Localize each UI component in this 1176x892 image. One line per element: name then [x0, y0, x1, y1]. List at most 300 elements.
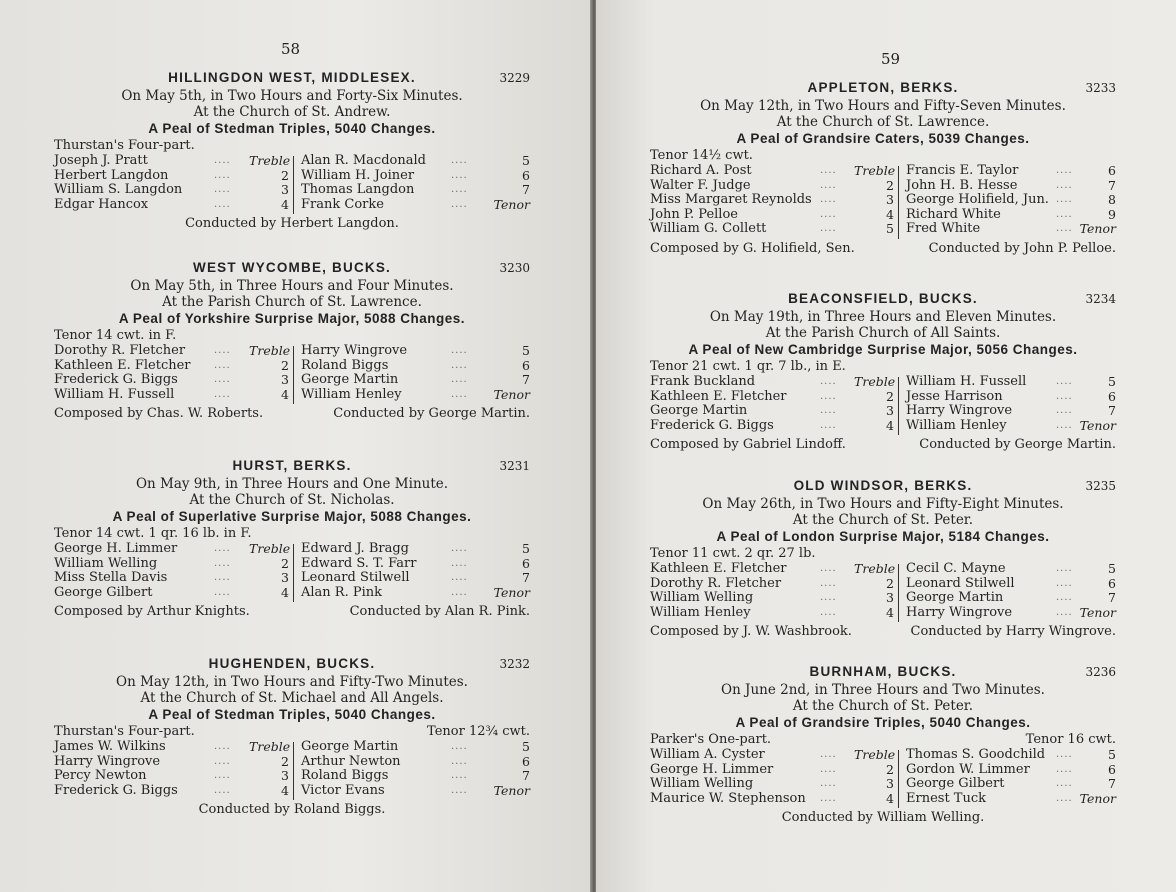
ringer-row: [906, 763, 1116, 778]
bell-number: 4: [281, 584, 289, 600]
ringer-row: [301, 755, 530, 770]
tenor-info: [650, 148, 1116, 164]
ringer-name: John H. B. Hesse: [906, 177, 1018, 193]
peal-date: On June 2nd, in Three Hours and Two Minutes.: [721, 682, 1045, 698]
leader-dots: ....: [1056, 577, 1073, 589]
ringer-name: Victor Evans: [301, 782, 385, 798]
peal-number: 3233: [1085, 81, 1116, 95]
peal-place: HURST, BERKS.: [232, 458, 352, 473]
leader-dots: ....: [451, 543, 468, 554]
leader-dots: ....: [214, 184, 231, 195]
conducted-by: Conducted by William Welling.: [781, 810, 985, 825]
bell-number: Tenor: [493, 782, 530, 798]
leader-dots: ....: [1056, 376, 1073, 387]
leader-dots: ....: [214, 770, 231, 781]
ringer-name: Alan R. Macdonald: [301, 153, 426, 168]
ringer-row: [650, 577, 894, 592]
ringer-name: Percy Newton: [54, 768, 147, 783]
ringer-name: George Martin: [906, 590, 1004, 605]
ringer-row: [301, 388, 530, 403]
bell-number: 5: [886, 221, 894, 236]
column-divider: [293, 346, 294, 404]
leader-dots: ....: [214, 198, 231, 210]
ringer-name: Roland Biggs: [301, 768, 389, 783]
peal-church: At the Parish Church of All Saints.: [765, 325, 1001, 341]
leader-dots: ....: [451, 374, 468, 385]
bell-number: 4: [886, 417, 894, 433]
ringer-row: [906, 404, 1116, 419]
ringers-right-column: [301, 344, 530, 402]
ringers-right-column: [906, 375, 1116, 433]
peal-title: A Peal of Grandsire Caters, 5039 Changes.: [736, 131, 1030, 146]
leader-dots: ....: [214, 345, 231, 356]
leader-dots: ....: [451, 169, 468, 181]
peal-footer: [650, 808, 1116, 826]
ringer-name: Arthur Newton: [301, 753, 401, 769]
leader-dots: ....: [820, 208, 837, 220]
ringer-name: Frederick G. Biggs: [54, 372, 178, 387]
bell-number: 4: [886, 790, 894, 806]
tenor-info: [650, 546, 1116, 562]
peal-title: A Peal of Stedman Triples, 5040 Changes.: [148, 121, 436, 136]
ringer-row: [906, 419, 1116, 434]
ringer-name: George Holifield, Jun.: [906, 192, 1049, 207]
bell-number: Treble: [249, 541, 291, 556]
right-page: [596, 0, 1176, 892]
ringer-row: [650, 208, 894, 223]
conducted-by: Conducted by John P. Pelloe.: [928, 240, 1116, 256]
leader-dots: ....: [214, 388, 231, 400]
bell-number: Treble: [854, 374, 896, 389]
bell-number: 7: [522, 570, 530, 585]
ringer-name: William Welling: [54, 555, 158, 571]
bell-number: 6: [1108, 575, 1116, 591]
tenor-info: [54, 724, 530, 740]
peal-record: [650, 289, 1116, 453]
ringer-row: [906, 222, 1116, 237]
bell-number: 2: [281, 167, 289, 183]
page-number: 58: [281, 40, 301, 58]
leader-dots: ....: [214, 741, 231, 752]
ringer-name: Francis E. Taylor: [906, 163, 1019, 178]
ringer-name: Dorothy R. Fletcher: [54, 343, 186, 358]
column-divider: [898, 750, 899, 808]
peal-number: 3235: [1085, 479, 1116, 493]
leader-dots: ....: [214, 557, 231, 569]
ringer-table: [650, 375, 1116, 435]
tenor-left: Tenor 11 cwt. 2 qr. 27 lb.: [650, 546, 816, 561]
peal-record: [650, 662, 1116, 826]
leader-dots: ....: [820, 563, 837, 574]
ringer-table: [650, 562, 1116, 622]
ringer-name: Richard White: [906, 206, 1001, 222]
leader-dots: ....: [1056, 792, 1073, 804]
ringer-row: [906, 591, 1116, 606]
leader-dots: ....: [1056, 194, 1073, 205]
tenor-right: Tenor 12¾ cwt.: [427, 724, 530, 739]
ringer-row: [650, 763, 894, 778]
ringer-name: Jesse Harrison: [906, 388, 1003, 404]
peal-title: A Peal of New Cambridge Surprise Major, 5056 Changes.: [688, 342, 1078, 357]
leader-dots: ....: [451, 184, 468, 195]
ringer-name: Thomas S. Goodchild: [906, 747, 1046, 762]
leader-dots: ....: [451, 155, 468, 166]
leader-dots: ....: [214, 784, 231, 796]
peal-number: 3231: [499, 459, 530, 473]
bell-number: 5: [522, 343, 530, 358]
ringer-name: Miss Stella Davis: [54, 570, 168, 585]
peal-record: [650, 476, 1116, 640]
bell-number: Tenor: [493, 584, 530, 600]
leader-dots: ....: [1056, 165, 1073, 176]
ringer-row: [301, 740, 530, 755]
leader-dots: ....: [214, 586, 231, 598]
bell-number: 3: [281, 570, 289, 585]
peal-record: [54, 68, 530, 232]
leader-dots: ....: [214, 572, 231, 583]
leader-dots: ....: [820, 223, 837, 234]
conducted-by: Conducted by Harry Wingrove.: [910, 624, 1116, 639]
peal-church: At the Church of St. Andrew.: [193, 104, 391, 120]
conducted-by: Conducted by Alan R. Pink.: [349, 604, 530, 619]
leader-dots: ....: [820, 592, 837, 603]
ringer-name: Herbert Langdon: [54, 167, 169, 183]
leader-dots: ....: [820, 179, 837, 191]
peal-header: [650, 662, 1116, 682]
ringer-name: William H. Joiner: [301, 167, 415, 183]
peal-footer: [650, 622, 1116, 640]
bell-number: Tenor: [1079, 221, 1116, 236]
ringers-right-column: [906, 748, 1116, 806]
ringer-name: Kathleen E. Fletcher: [650, 388, 787, 404]
composed-by: Composed by G. Holifield, Sen.: [650, 240, 855, 256]
bell-number: 5: [1108, 374, 1116, 389]
ringer-name: Harry Wingrove: [906, 403, 1013, 418]
ringer-row: [906, 606, 1116, 621]
peal-church: At the Church of St. Lawrence.: [776, 114, 990, 130]
ringer-row: [54, 571, 289, 586]
ringer-row: [650, 375, 894, 390]
ringer-row: [301, 784, 530, 799]
bell-number: Tenor: [1079, 604, 1116, 620]
bell-number: 3: [886, 403, 894, 418]
bell-number: Treble: [249, 343, 291, 358]
ringer-name: Frank Buckland: [650, 374, 756, 389]
composed-by: Composed by Chas. W. Roberts.: [54, 406, 264, 421]
ringer-row: [906, 562, 1116, 577]
leader-dots: ....: [451, 572, 468, 583]
ringer-row: [54, 740, 289, 755]
bell-number: 3: [886, 590, 894, 605]
peal-church: At the Church of St. Nicholas.: [189, 492, 395, 508]
peal-date: On May 5th, in Two Hours and Forty-Six Minutes.: [121, 88, 463, 104]
bell-number: Treble: [854, 163, 896, 178]
ringer-row: [650, 179, 894, 194]
ringer-name: George Martin: [650, 403, 748, 418]
bell-number: 7: [522, 768, 530, 783]
peal-number: 3234: [1085, 292, 1116, 306]
bell-number: 7: [1108, 177, 1116, 193]
tenor-left: Tenor 14½ cwt.: [650, 148, 753, 163]
bell-number: 7: [522, 182, 530, 197]
composed-by: Composed by Arthur Knights.: [54, 604, 250, 619]
ringer-name: Harry Wingrove: [301, 343, 408, 358]
ringer-name: William Henley: [650, 604, 751, 620]
ringers-left-column: [54, 154, 289, 212]
ringer-name: Edward J. Bragg: [301, 541, 409, 556]
peal-title: A Peal of Grandsire Triples, 5040 Changes.: [735, 715, 1031, 730]
ringer-row: [301, 373, 530, 388]
ringer-row: [650, 792, 894, 807]
ringer-name: Cecil C. Mayne: [906, 561, 1006, 576]
conducted-by: Conducted by George Martin.: [333, 406, 530, 421]
ringer-row: [906, 792, 1116, 807]
peal-record: [54, 258, 530, 422]
bell-number: 2: [281, 753, 289, 769]
leader-dots: ....: [214, 169, 231, 181]
leader-dots: ....: [1056, 606, 1073, 618]
leader-dots: ....: [820, 749, 837, 760]
bell-number: 4: [886, 604, 894, 620]
ringer-row: [650, 562, 894, 577]
ringer-name: George Gilbert: [54, 584, 153, 600]
peal-number: 3236: [1085, 665, 1116, 679]
peal-place: HUGHENDEN, BUCKS.: [208, 656, 376, 671]
bell-number: 7: [1108, 403, 1116, 418]
bell-number: 6: [522, 753, 530, 769]
ringer-name: Thomas Langdon: [301, 182, 415, 197]
ringer-row: [650, 390, 894, 405]
ringer-row: [906, 179, 1116, 194]
ringers-right-column: [906, 562, 1116, 620]
peal-church: At the Parish Church of St. Lawrence.: [162, 294, 422, 310]
composed-by: Composed by Gabriel Lindoff.: [650, 437, 846, 452]
leader-dots: ....: [820, 577, 837, 589]
bell-number: 4: [886, 206, 894, 222]
peal-place: OLD WINDSOR, BERKS.: [793, 478, 973, 493]
leader-dots: ....: [1056, 223, 1073, 234]
ringer-name: Alan R. Pink: [301, 584, 383, 600]
ringer-name: Roland Biggs: [301, 357, 389, 373]
peal-record: [54, 456, 530, 620]
leader-dots: ....: [1056, 592, 1073, 603]
column-divider: [293, 156, 294, 214]
leader-dots: ....: [820, 390, 837, 402]
tenor-left: Tenor 14 cwt. 1 qr. 16 lb. in F.: [54, 526, 252, 541]
ringer-row: [301, 154, 530, 169]
ringer-row: [650, 419, 894, 434]
ringer-row: [301, 183, 530, 198]
ringer-row: [301, 169, 530, 184]
peal-date: On May 5th, in Three Hours and Four Minutes.: [130, 278, 454, 294]
conducted-by: Conducted by Roland Biggs.: [198, 802, 386, 817]
bell-number: Tenor: [1079, 790, 1116, 806]
ringer-name: William Henley: [906, 417, 1007, 433]
peal-footer: [54, 214, 530, 232]
ringer-row: [906, 164, 1116, 179]
ringer-name: Frederick G. Biggs: [650, 417, 774, 433]
ringer-name: William A. Cyster: [650, 747, 765, 762]
ringer-row: [650, 222, 894, 237]
ringer-row: [54, 198, 289, 213]
ringer-name: Dorothy R. Fletcher: [650, 575, 782, 591]
peal-date: On May 9th, in Three Hours and One Minute.: [135, 476, 449, 492]
ringer-name: Edward S. T. Farr: [301, 555, 417, 571]
bell-number: Tenor: [493, 386, 530, 402]
ringer-row: [650, 748, 894, 763]
leader-dots: ....: [1056, 563, 1073, 574]
ringer-table: [650, 748, 1116, 808]
ringer-row: [301, 769, 530, 784]
bell-number: 3: [281, 182, 289, 197]
bell-number: 7: [1108, 776, 1116, 791]
peal-header: [54, 258, 530, 278]
peal-date: On May 19th, in Three Hours and Eleven Minutes.: [709, 309, 1057, 325]
leader-dots: ....: [451, 784, 468, 796]
peal-header: [54, 456, 530, 476]
composed-by: Composed by J. W. Washbrook.: [650, 624, 852, 639]
ringer-name: John P. Pelloe: [650, 206, 738, 222]
leader-dots: ....: [451, 586, 468, 598]
ringer-name: William Henley: [301, 386, 402, 402]
ringer-row: [906, 577, 1116, 592]
ringer-row: [301, 344, 530, 359]
leader-dots: ....: [820, 405, 837, 416]
bell-number: 3: [281, 372, 289, 387]
bell-number: Tenor: [493, 196, 530, 212]
ringers-left-column: [54, 740, 289, 798]
ringer-row: [650, 404, 894, 419]
ringer-name: George Martin: [301, 739, 399, 754]
leader-dots: ....: [1056, 763, 1073, 775]
bell-number: 6: [1108, 163, 1116, 178]
tenor-info: [54, 138, 530, 154]
bell-number: Treble: [249, 739, 291, 754]
ringer-row: [301, 557, 530, 572]
ringer-row: [54, 557, 289, 572]
peal-title: A Peal of Superlative Surprise Major, 5088 Changes.: [112, 509, 472, 524]
bell-number: 2: [886, 575, 894, 591]
leader-dots: ....: [1056, 778, 1073, 789]
peal-footer: [650, 435, 1116, 453]
ringer-row: [54, 586, 289, 601]
tenor-info: [650, 359, 1116, 375]
leader-dots: ....: [820, 194, 837, 205]
tenor-left: Thurstan's Four-part.: [54, 724, 195, 739]
ringer-name: Harry Wingrove: [54, 753, 161, 769]
tenor-left: Tenor 21 cwt. 1 qr. 7 lb., in E.: [650, 359, 846, 374]
ringer-row: [301, 198, 530, 213]
peal-date: On May 12th, in Two Hours and Fifty-Seven Minutes.: [700, 98, 1066, 114]
column-divider: [293, 742, 294, 800]
ringer-row: [906, 390, 1116, 405]
leader-dots: ....: [451, 345, 468, 356]
ringer-row: [650, 777, 894, 792]
tenor-info: [650, 732, 1116, 748]
leader-dots: ....: [214, 543, 231, 554]
peal-title: A Peal of Yorkshire Surprise Major, 5088 Changes.: [118, 311, 466, 326]
peal-church: At the Church of St. Peter.: [792, 698, 974, 714]
peal-title: A Peal of Stedman Triples, 5040 Changes.: [148, 707, 436, 722]
ringers-right-column: [906, 164, 1116, 237]
ringer-row: [54, 784, 289, 799]
ringer-name: Miss Margaret Reynolds: [650, 192, 812, 207]
leader-dots: ....: [214, 755, 231, 767]
ringers-right-column: [301, 154, 530, 212]
peal-footer: [650, 239, 1116, 257]
leader-dots: ....: [451, 198, 468, 210]
bell-number: 2: [886, 761, 894, 777]
peal-date: On May 26th, in Two Hours and Fifty-Eight Minutes.: [702, 496, 1064, 512]
ringer-name: Harry Wingrove: [906, 604, 1013, 620]
peal-church: At the Church of St. Peter.: [792, 512, 974, 528]
bell-number: 6: [522, 357, 530, 373]
ringer-name: Fred White: [906, 221, 981, 236]
ringer-name: William H. Fussell: [54, 386, 175, 402]
ringer-row: [54, 344, 289, 359]
bell-number: Treble: [854, 561, 896, 576]
peal-place: APPLETON, BERKS.: [807, 80, 959, 95]
peal-place: HILLINGDON WEST, MIDDLESEX.: [168, 70, 416, 85]
peal-number: 3229: [499, 71, 530, 85]
ringers-right-column: [301, 542, 530, 600]
ringer-name: William H. Fussell: [906, 374, 1027, 389]
peal-date: On May 12th, in Two Hours and Fifty-Two Minutes.: [116, 674, 468, 690]
peal-place: WEST WYCOMBE, BUCKS.: [193, 260, 391, 275]
ringer-table: [54, 740, 530, 800]
leader-dots: ....: [820, 763, 837, 775]
ringer-name: Ernest Tuck: [906, 790, 986, 806]
leader-dots: ....: [214, 359, 231, 371]
ringer-row: [906, 375, 1116, 390]
ringer-table: [54, 344, 530, 404]
ringer-row: [54, 755, 289, 770]
bell-number: 6: [522, 555, 530, 571]
leader-dots: ....: [214, 374, 231, 385]
ringer-row: [54, 769, 289, 784]
ringer-row: [650, 606, 894, 621]
conducted-by: Conducted by George Martin.: [919, 437, 1116, 452]
bell-number: 5: [1108, 561, 1116, 576]
bell-number: 6: [1108, 388, 1116, 404]
ringers-left-column: [650, 375, 894, 433]
ringers-left-column: [650, 562, 894, 620]
ringer-name: George H. Limmer: [650, 761, 774, 777]
bell-number: 4: [281, 782, 289, 798]
ringer-row: [301, 571, 530, 586]
bell-number: 6: [522, 167, 530, 183]
peal-footer: [54, 800, 530, 818]
ringer-row: [906, 208, 1116, 223]
ringer-name: Kathleen E. Fletcher: [650, 561, 787, 576]
leader-dots: ....: [1056, 208, 1073, 220]
ringer-name: William Welling: [650, 776, 754, 791]
bell-number: 3: [886, 192, 894, 207]
peal-record: [650, 78, 1116, 257]
ringer-row: [301, 586, 530, 601]
ringer-name: Joseph J. Pratt: [54, 153, 148, 168]
leader-dots: ....: [820, 419, 837, 431]
leader-dots: ....: [820, 376, 837, 387]
ringer-name: George Martin: [301, 372, 399, 387]
ringer-name: Walter F. Judge: [650, 177, 751, 193]
leader-dots: ....: [214, 155, 231, 166]
leader-dots: ....: [451, 770, 468, 781]
bell-number: 2: [886, 177, 894, 193]
ringers-left-column: [54, 344, 289, 402]
ringer-row: [301, 359, 530, 374]
bell-number: 4: [281, 386, 289, 402]
